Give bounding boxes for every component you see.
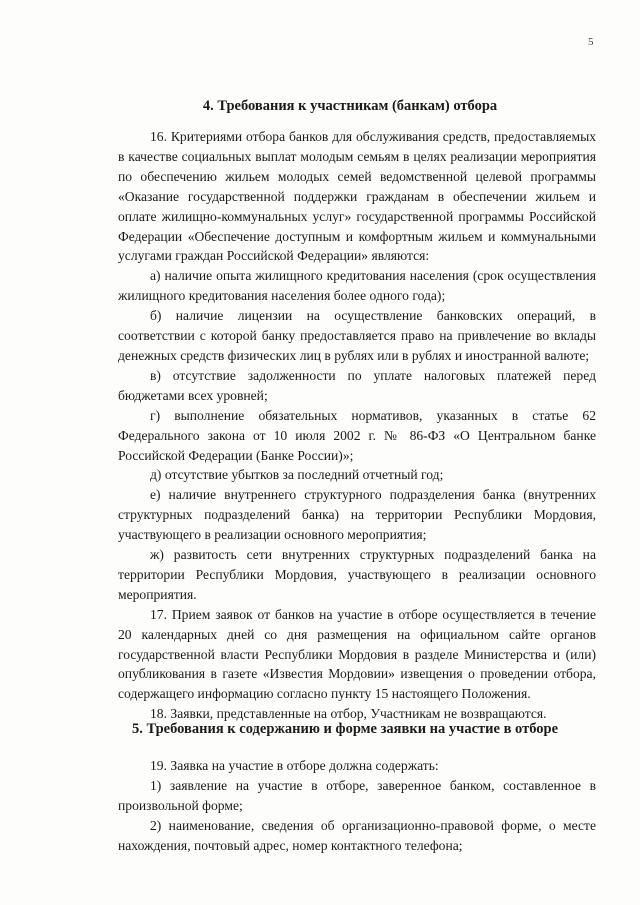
section-4-title: 4. Требования к участникам (банкам) отбора [202, 98, 498, 114]
section-5-body [118, 756, 596, 856]
paragraph-17: 17. Прием заявок от банков на участие в отборе осуществляется в течение 20 календарных дней со дня размещения на официальном сайте органов государственной власти Республики Мордовия в разделе Министерства и (или) опубликования в газете «Известия Мордовии» извещения о проведении отбора, содержащего информацию согласно пункту 15 настоящего Положения. [118, 606, 596, 702]
section-4-body [118, 127, 596, 724]
paragraph-16d: д) отсутствие убытков за последний отчетный год; [150, 467, 444, 483]
section-5-title: 5. Требования к содержанию и форме заявки на участие в отборе [131, 721, 559, 737]
page-number: 5 [588, 36, 594, 48]
paragraph-19-1: 1) заявление на участие в отборе, заверенное банком, составленное в произвольной форме; [118, 777, 596, 813]
paragraph-16: 16. Критериями отбора банков для обслуживания средств, предоставляемых в качестве социальных выплат молодым семьям в целях реализации мероприятия по обеспечению жильем молодых семей ведомственной целевой программы «Оказание государственной поддержки гражданам в обеспечении жильем и оплате жилищно-коммунальных услуг» государственной программы Российской Федерации «Обеспечение доступным и комфортным жильем и коммунальными услугами граждан Российской Федерации» являются: [118, 129, 596, 264]
paragraph-16v: в) отсутствие задолженности по уплате налоговых платежей перед бюджетами всех уровней; [118, 367, 596, 403]
paragraph-18: 18. Заявки, представленные на отбор, Участникам не возвращаются. [150, 706, 547, 722]
paragraph-19: 19. Заявка на участие в отборе должна содержать: [150, 758, 439, 773]
paragraph-16a: а) наличие опыта жилищного кредитования населения (срок осуществления жилищного кредитования населения более одного года); [118, 268, 596, 304]
paragraph-16g: г) выполнение обязательных нормативов, указанных в статье 62 Федерального закона от 10 июля 2002 г. № 86-ФЗ «О Центральном банке Российской Федерации (Банке России)»; [118, 407, 596, 463]
paragraph-19-2: 2) наименование, сведения об организационно-правовой форме, о месте нахождения, почтовый адрес, номер контактного телефона; [118, 817, 596, 853]
paragraph-16b: б) наличие лицензии на осуществление банковских операций, в соответствии с которой банку предоставляется право на привлечение во вклады денежных средств физических лиц в рублях или в рублях и иностранной валюте; [118, 308, 596, 363]
paragraph-16e: е) наличие внутреннего структурного подразделения банка (внутренних структурных подразделений банка) на территории Республики Мордовия, участвующего в реализации основного мероприятия; [118, 487, 596, 543]
paragraph-16zh: ж) развитость сети внутренних структурных подразделений банка на территории Республики Мордовия, участвующего в реализации основного мероприятия. [118, 547, 596, 602]
